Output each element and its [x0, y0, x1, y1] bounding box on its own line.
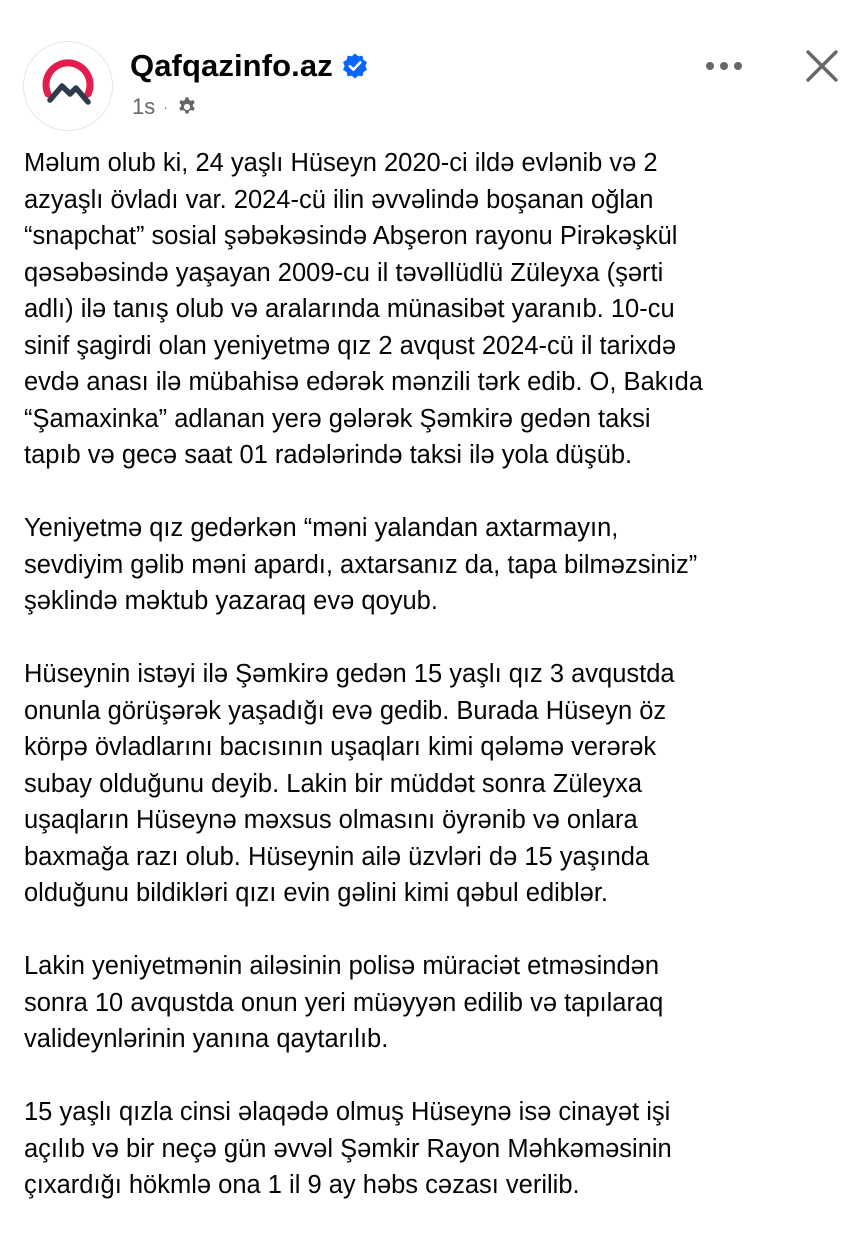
post-paragraph: Məlum olub ki, 24 yaşlı Hüseyn 2020-ci ildə evlənib və 2 azyaşlı övladı var. 2024-cü ilin əvvəlində boşanan oğlan “snapchat” sosial şəbəkəsində Abşeron rayonu Pirəkəşkül qəsəbəsində yaşayan 2009-cu il təvəllüdlü Züleyxa (şərti adlı) ilə tanış olub və aralarında münasibət yaranıb. 10-cu sinif şagirdi olan yeniyetmə qız 2 avqust 2024-cü il tarixdə evdə anası ilə mübahisə edərək mənzili tərk edib. O, Bakıda “Şamaxinka” adlanan yerə gələrək Şəmkirə gedən taksi tapıb və gecə saat 01 radələrində taksi ilə yola düşüb. — [24, 149, 703, 469]
post-timestamp[interactable]: 1s — [132, 94, 156, 119]
post-paragraph: 15 yaşlı qızla cinsi əlaqədə olmuş Hüseynə isə cinayət işi açılıb və bir neçə gün əvvəl Şəmkir Rayon Məhkəməsinin çıxardığı hökmlə ona 1 il 9 ay həbs cəzası verilib. — [24, 1098, 672, 1199]
post-meta — [132, 94, 198, 120]
post-paragraph: Yeniyetmə qız gedərkən “məni yalandan axtarmayın, sevdiyim gəlib məni apardı, axtarsanız da, tapa bilməzsiniz” şəklində məktub yazaraq evə qoyub. — [24, 514, 698, 615]
qafqazinfo-logo — [36, 54, 100, 118]
post-paragraph: Lakin yeniyetmənin ailəsinin polisə müraciət etməsindən sonra 10 avqustda onun yeri müəyyən edilib və tapılaraq valideynlərinin yanına qaytarılıb. — [24, 952, 664, 1053]
post-body — [24, 145, 839, 1240]
close-icon — [805, 49, 839, 83]
page-name-row — [130, 48, 369, 84]
close-button[interactable] — [800, 44, 844, 88]
verified-badge-icon — [341, 52, 369, 80]
gear-icon[interactable] — [176, 96, 198, 118]
page-avatar[interactable] — [24, 42, 112, 130]
more-options-button[interactable] — [700, 48, 748, 84]
post-header — [0, 0, 846, 140]
meta-separator: · — [163, 99, 168, 115]
page-name-link[interactable]: Qafqazinfo.az — [130, 48, 333, 83]
post-paragraph: Hüseynin istəyi ilə Şəmkirə gedən 15 yaşlı qız 3 avqustda onunla görüşərək yaşadığı evə gedib. Burada Hüseyn öz körpə övladlarını bacısının uşaqları kimi qələmə verərək subay olduğunu deyib. Lakin bir müddət sonra Züleyxa uşaqların Hüseynə məxsus olmasını öyrənib və onlara baxmağa razı olub. Hüseynin ailə üzvləri də 15 yaşında olduğunu bildikləri qızı evin gəlini kimi qəbul ediblər. — [24, 660, 675, 907]
more-horizontal-icon — [704, 60, 744, 72]
